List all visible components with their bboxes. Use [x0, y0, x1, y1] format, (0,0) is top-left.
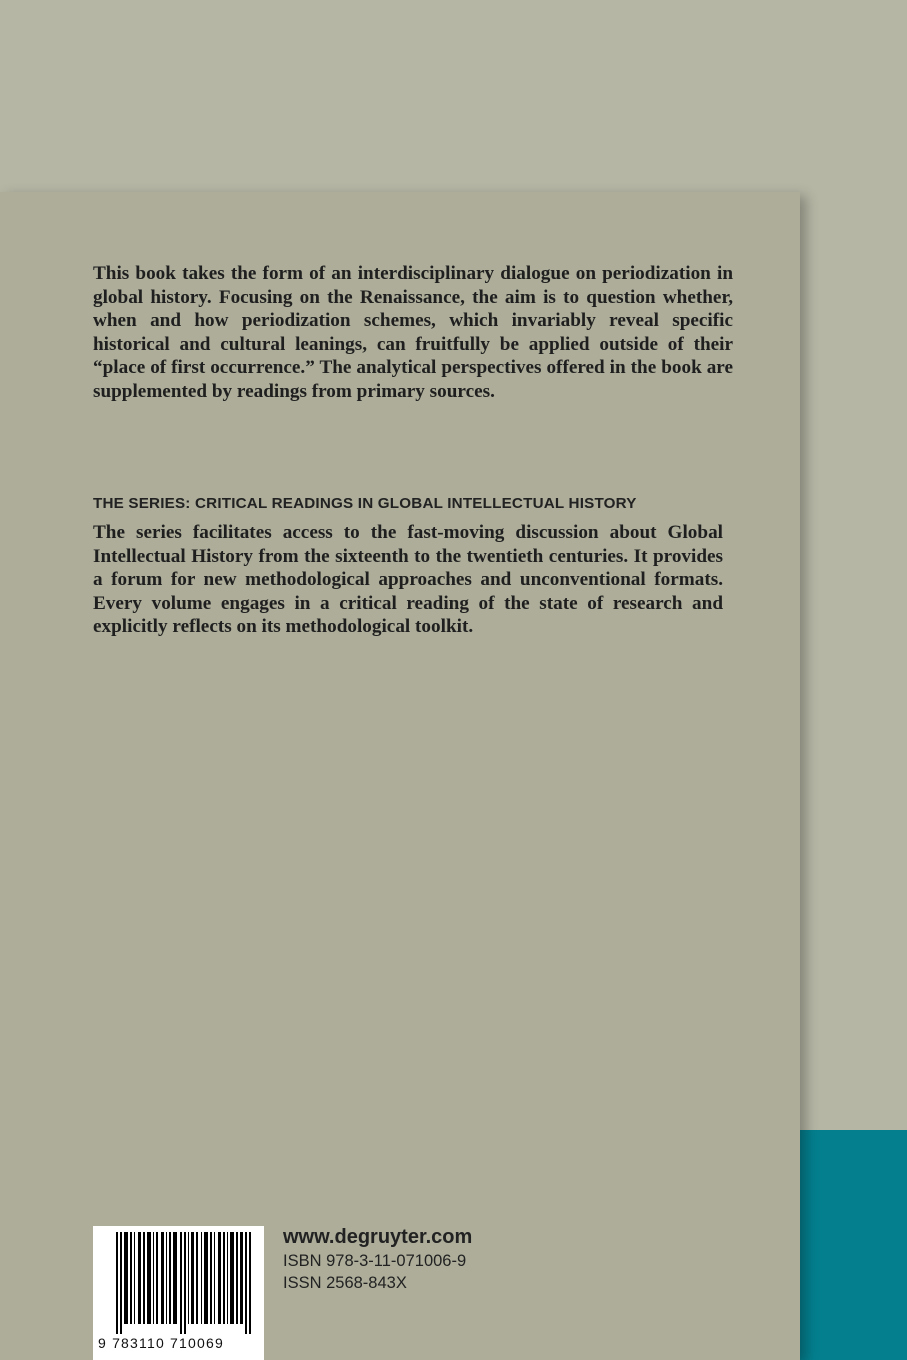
teal-accent-band — [790, 1130, 907, 1360]
publisher-info — [283, 1224, 472, 1294]
series-description: The series facilitates access to the fast-moving discussion about Global Intellectual History from the sixteenth to the twentieth centuries. It provides a forum for new methodological approaches and unconventional formats. Every volume engages in a critical reading of the state of research and explicitly reflects on its methodological toolkit. — [93, 522, 723, 637]
isbn-text: ISBN 978-3-11-071006-9 — [283, 1252, 467, 1270]
book-blurb: This book takes the form of an interdisciplinary dialogue on periodization in global history. Focusing on the Renaissance, the aim is to question whether, when and how periodization schemes, which invariably reveal specific historical and cultural leanings, can fruitfully be applied outside of their “place of first occurrence.” The analytical perspectives offered in the book are supplemented by readings from primary sources. — [93, 263, 733, 402]
publisher-url[interactable]: www.degruyter.com — [283, 1226, 473, 1248]
series-heading: THE SERIES: CRITICAL READINGS IN GLOBAL INTELLECTUAL HISTORY — [93, 495, 637, 512]
barcode-digits: 9 783110 710069 — [98, 1335, 224, 1351]
issn-text: ISSN 2568-843X — [283, 1274, 407, 1292]
barcode-icon — [116, 1232, 254, 1334]
